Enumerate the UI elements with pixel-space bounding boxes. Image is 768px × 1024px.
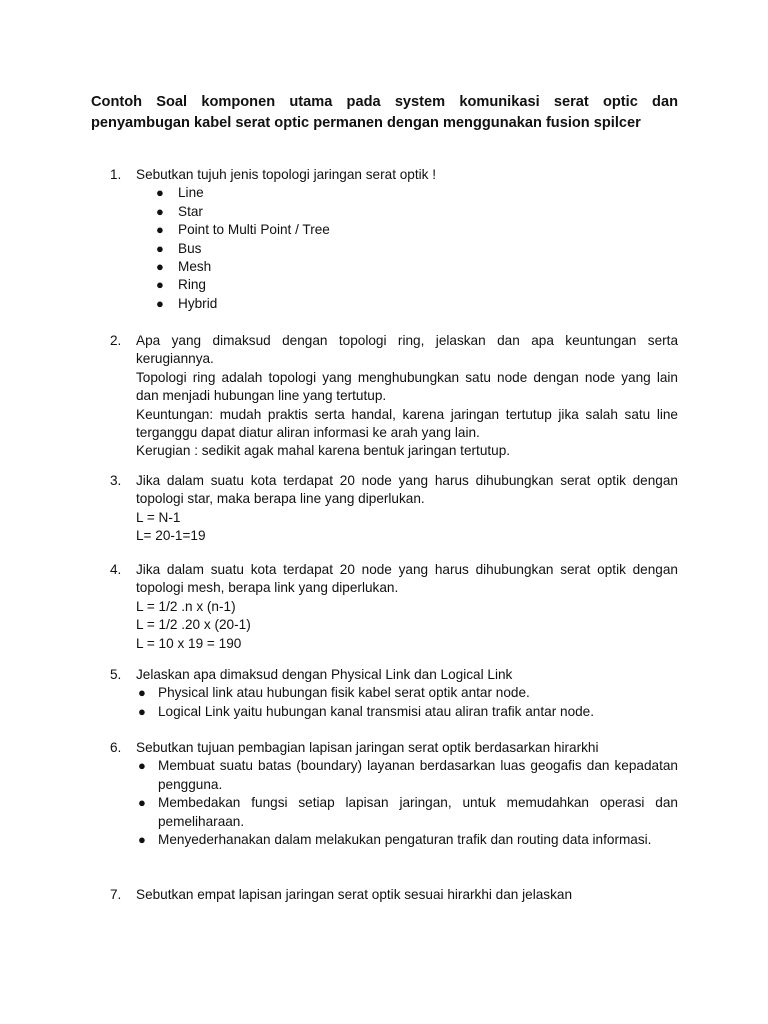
question-number: 2. bbox=[110, 333, 122, 348]
question-6 bbox=[110, 739, 678, 849]
bullet-icon: ● bbox=[138, 703, 146, 719]
bullet-icon: ● bbox=[156, 240, 164, 256]
question-text: Jika dalam suatu kota terdapat 20 node yang harus dihubungkan serat optik dengan bbox=[136, 562, 678, 577]
bullet-icon: ● bbox=[156, 295, 164, 311]
list-item: ● Star bbox=[154, 203, 678, 221]
formula-text: L = 10 x 19 = 190 bbox=[136, 635, 242, 651]
answer-text: terganggu dapat diatur aliran informasi ke arah yang lain. bbox=[136, 425, 480, 441]
bullet-icon: ● bbox=[156, 185, 164, 201]
answer-text: Topologi ring adalah topologi yang menghubungkan satu node dengan node yang lain bbox=[136, 369, 678, 385]
list-item: ● Line bbox=[154, 184, 678, 202]
question-2 bbox=[110, 332, 678, 461]
list-item: ● Membuat suatu batas (boundary) layanan berdasarkan luas geogafis dan kepadatan pengguna. bbox=[138, 758, 678, 792]
formula-text: L = 1/2 .n x (n-1) bbox=[136, 598, 236, 614]
list-item: ● Hybrid bbox=[154, 295, 678, 313]
question-4 bbox=[110, 561, 678, 653]
list-item: ● Menyederhanakan dalam melakukan pengaturan trafik dan routing data informasi. bbox=[136, 831, 678, 849]
question-text: Apa yang dimaksud dengan topologi ring, jelaskan dan apa keuntungan serta bbox=[136, 333, 678, 348]
formula-text: L = N-1 bbox=[136, 509, 181, 525]
bullet-icon: ● bbox=[138, 795, 146, 811]
list-item: ● Membedakan fungsi setiap lapisan jaringan, untuk memudahkan operasi dan pemeliharaan. bbox=[138, 795, 678, 829]
bullet-icon: ● bbox=[138, 832, 146, 848]
question-number: 3. bbox=[110, 473, 122, 488]
bullet-icon: ● bbox=[156, 222, 164, 238]
list-item: ● Ring bbox=[154, 276, 678, 294]
answer-text: dan menjadi hubungan line yang tertutup. bbox=[136, 388, 387, 404]
bullet-icon: ● bbox=[138, 758, 146, 774]
list-item: ● Logical Link yaitu hubungan kanal transmisi atau aliran trafik antar node. bbox=[136, 703, 678, 721]
formula-text: L = 1/2 .20 x (20-1) bbox=[136, 617, 251, 633]
question-text: topologi mesh, berapa link yang diperlukan. bbox=[136, 580, 399, 596]
bullet-icon: ● bbox=[156, 203, 164, 219]
question-text: kerugiannya. bbox=[136, 351, 214, 367]
question-text: topologi star, maka berapa line yang diperlukan. bbox=[136, 491, 425, 507]
question-text: Sebutkan tujuh jenis topologi jaringan serat optik ! bbox=[136, 167, 437, 182]
answer-text: Keuntungan: mudah praktis serta handal, karena jaringan tertutup jika salah satu line bbox=[136, 406, 678, 422]
bullet-icon: ● bbox=[156, 277, 164, 293]
topology-list bbox=[136, 184, 678, 313]
question-number: 4. bbox=[110, 562, 122, 577]
bullet-icon: ● bbox=[138, 685, 146, 701]
question-text: Sebutkan tujuan pembagian lapisan jaringan serat optik berdasarkan hirarkhi bbox=[136, 740, 599, 755]
question-1 bbox=[110, 166, 678, 313]
question-text: Jelaskan apa dimaksud dengan Physical Link dan Logical Link bbox=[136, 667, 513, 682]
question-5 bbox=[110, 666, 678, 721]
bullet-icon: ● bbox=[156, 259, 164, 275]
question-text: Sebutkan empat lapisan jaringan serat optik sesuai hirarkhi dan jelaskan bbox=[136, 887, 573, 902]
question-number: 1. bbox=[110, 167, 122, 182]
answer-text: Kerugian : sedikit agak mahal karena bentuk jaringan tertutup. bbox=[136, 443, 511, 459]
list-item: ● Bus bbox=[154, 240, 678, 258]
question-number: 6. bbox=[110, 740, 122, 755]
purpose-list bbox=[136, 757, 678, 849]
question-text: Jika dalam suatu kota terdapat 20 node yang harus dihubungkan serat optik dengan bbox=[136, 473, 678, 488]
document-title: Contoh Soal komponen utama pada system komunikasi serat optic dan penyambugan kabel serat optic permanen dengan menggunakan fusion spilcer bbox=[91, 94, 678, 131]
list-item: ● Point to Multi Point / Tree bbox=[154, 221, 678, 239]
link-list bbox=[136, 684, 678, 721]
question-number: 5. bbox=[110, 667, 122, 682]
question-7 bbox=[110, 886, 678, 904]
list-item: ● Mesh bbox=[154, 258, 678, 276]
question-number: 7. bbox=[110, 887, 122, 902]
formula-text: L= 20-1=19 bbox=[136, 528, 206, 544]
question-3 bbox=[110, 472, 678, 546]
list-item: ● Physical link atau hubungan fisik kabel serat optik antar node. bbox=[136, 684, 678, 702]
